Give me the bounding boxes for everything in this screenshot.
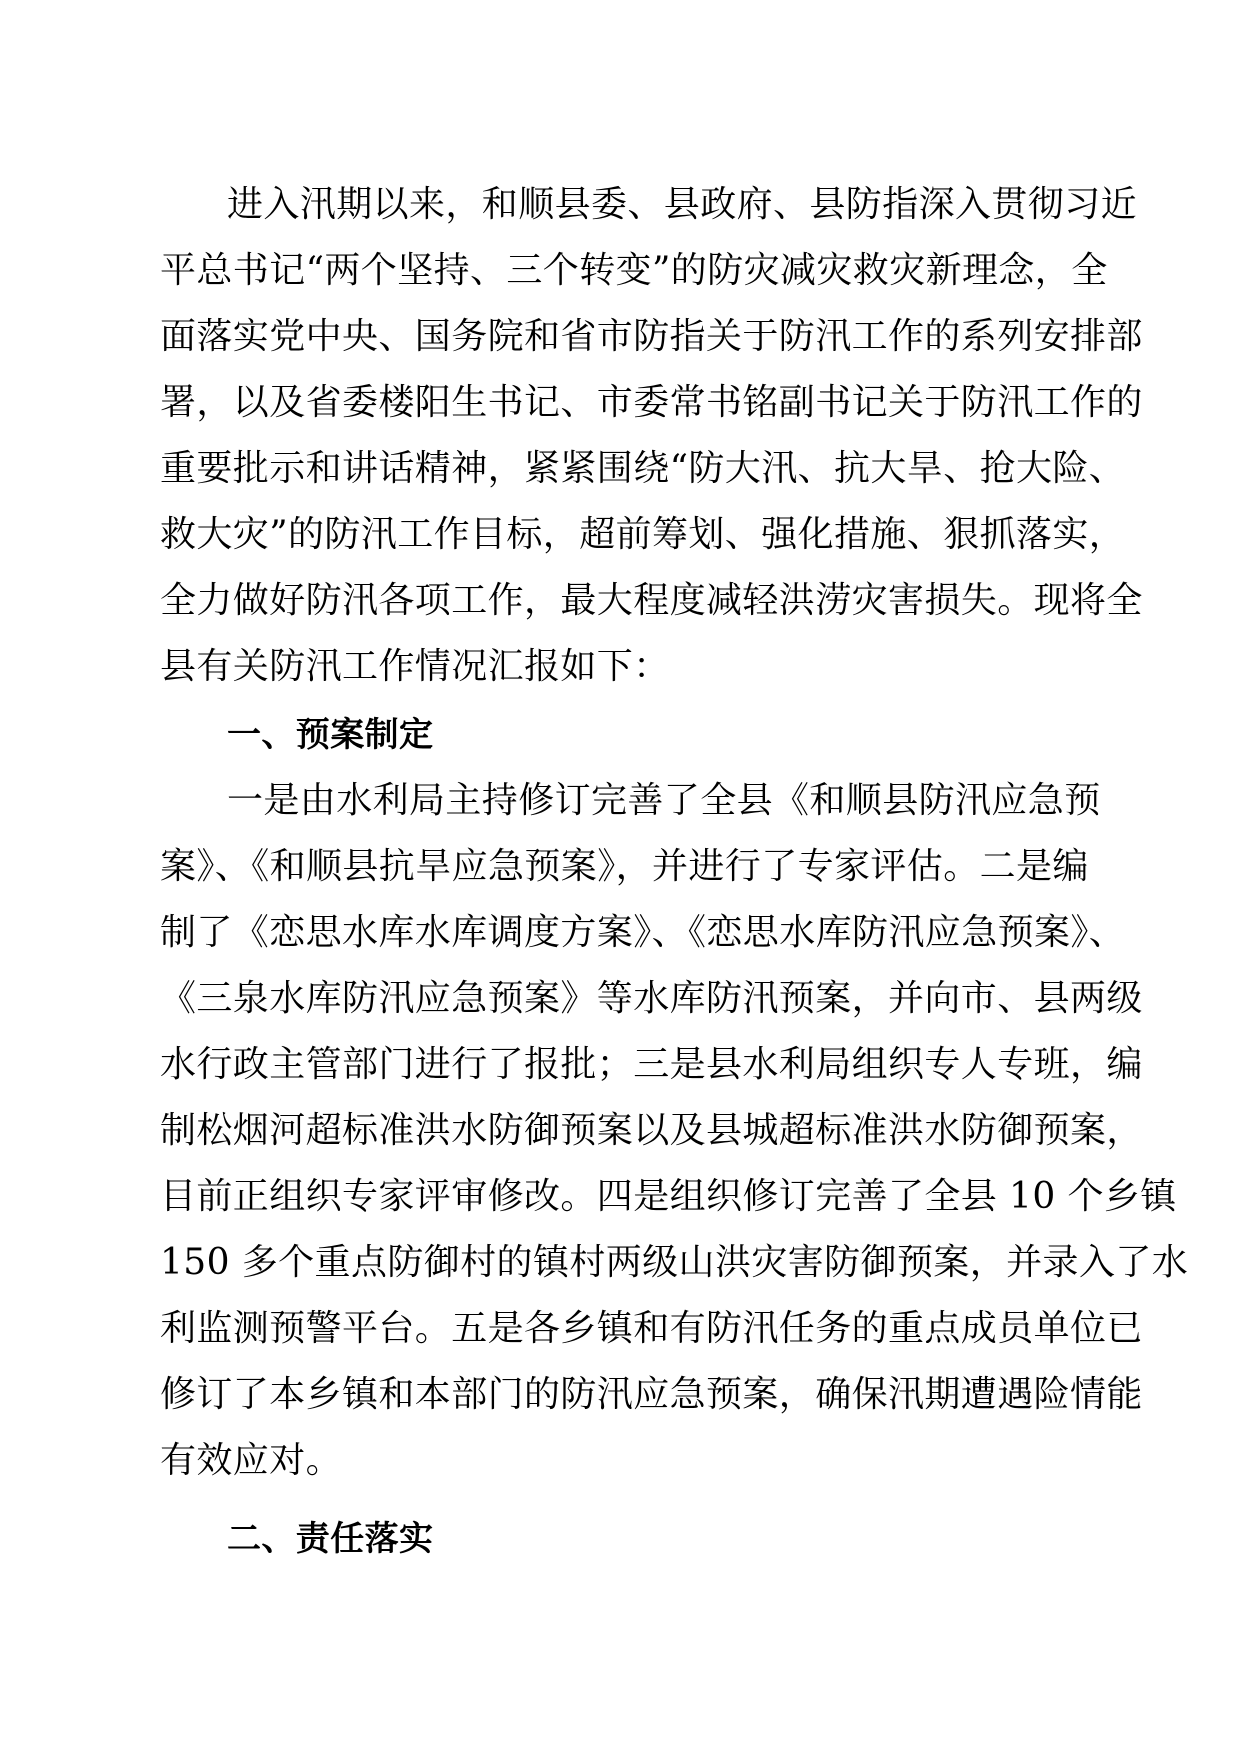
intro-line-3: 面落实党中央、国务院和省市防指关于防汛工作的系列安排部 <box>160 316 1143 357</box>
section1-line-1: 一是由水利局主持修订完善了全县《和顺县防汛应急预 <box>227 780 1101 821</box>
section-heading-plans: 一、预案制定 <box>227 715 434 755</box>
section1-line-3: 制了《恋思水库水库调度方案》、《恋思水库防汛应急预案》、 <box>160 912 1126 953</box>
intro-line-7: 全力做好防汛各项工作，最大程度减轻洪涝灾害损失。现将全 <box>160 580 1143 621</box>
intro-line-5: 重要批示和讲话精神，紧紧围绕“防大汛、抗大旱、抢大险、 <box>160 448 1126 489</box>
section1-line-10: 修订了本乡镇和本部门的防汛应急预案，确保汛期遭遇险情能 <box>160 1374 1143 1415</box>
intro-line-4: 署，以及省委楼阳生书记、市委常书铭副书记关于防汛工作的 <box>160 382 1143 423</box>
section1-line-11: 有效应对。 <box>160 1440 343 1481</box>
intro-line-8: 县有关防汛工作情况汇报如下： <box>160 646 670 687</box>
section1-line-4: 《三泉水库防汛应急预案》等水库防汛预案，并向市、县两级 <box>160 978 1143 1019</box>
intro-line-1: 进入汛期以来，和顺县委、县政府、县防指深入贯彻习近 <box>227 184 1138 225</box>
section1-line-7: 目前正组织专家评审修改。四是组织修订完善了全县 10 个乡镇 <box>160 1176 1177 1217</box>
intro-line-2: 平总书记“两个坚持、三个转变”的防灾减灾救灾新理念，全 <box>160 250 1108 291</box>
section1-line-2: 案》、《和顺县抗旱应急预案》，并进行了专家评估。二是编 <box>160 846 1089 887</box>
intro-line-6: 救大灾”的防汛工作目标，超前筹划、强化措施、狠抓落实， <box>160 514 1126 555</box>
section1-line-5: 水行政主管部门进行了报批；三是县水利局组织专人专班，编 <box>160 1044 1143 1085</box>
section1-line-8: 150 多个重点防御村的镇村两级山洪灾害防御预案，并录入了水 <box>160 1242 1189 1283</box>
section-heading-responsibility: 二、责任落实 <box>227 1519 434 1559</box>
section1-line-6: 制松烟河超标准洪水防御预案以及县城超标准洪水防御预案， <box>160 1110 1143 1151</box>
section1-line-9: 利监测预警平台。五是各乡镇和有防汛任务的重点成员单位已 <box>160 1308 1143 1349</box>
